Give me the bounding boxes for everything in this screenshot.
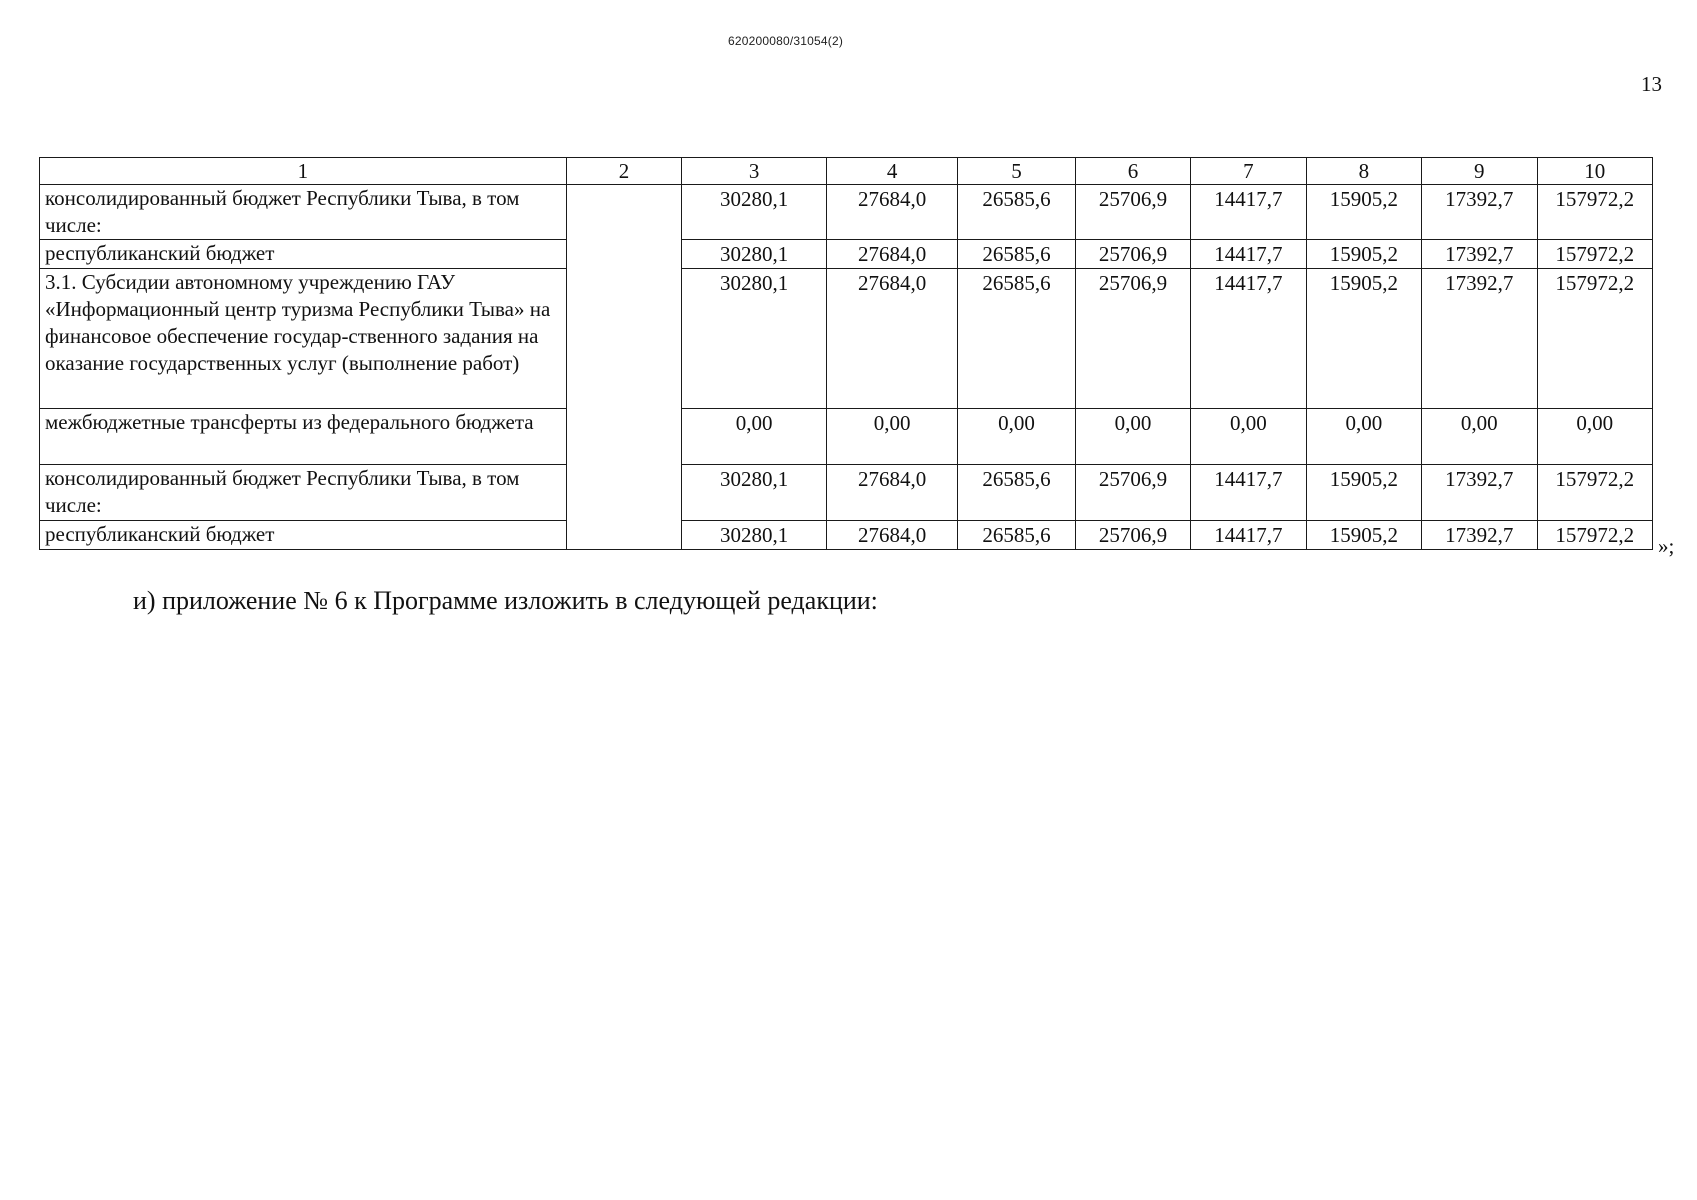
value-cell: 25706,9 [1075, 269, 1190, 409]
column-header: 3 [682, 158, 827, 185]
value-cell: 14417,7 [1191, 240, 1306, 269]
value-cell: 14417,7 [1191, 269, 1306, 409]
value-cell: 15905,2 [1306, 465, 1421, 521]
value-cell: 26585,6 [958, 465, 1076, 521]
value-cell: 0,00 [958, 409, 1076, 465]
table-row [40, 185, 1653, 240]
column-header: 10 [1537, 158, 1652, 185]
column-2-cell [566, 185, 681, 550]
value-cell: 0,00 [1306, 409, 1421, 465]
value-cell: 14417,7 [1191, 521, 1306, 550]
value-cell: 30280,1 [682, 521, 827, 550]
table-row [40, 521, 1653, 550]
value-cell: 0,00 [1191, 409, 1306, 465]
row-label: межбюджетные трансферты из федерального бюджета [40, 409, 567, 465]
value-cell: 30280,1 [682, 269, 827, 409]
table-row [40, 409, 1653, 465]
value-cell: 30280,1 [682, 185, 827, 240]
column-header: 7 [1191, 158, 1306, 185]
column-header: 6 [1075, 158, 1190, 185]
value-cell: 157972,2 [1537, 521, 1652, 550]
column-header: 2 [566, 158, 681, 185]
value-cell: 0,00 [682, 409, 827, 465]
page-number: 13 [1641, 72, 1662, 96]
table-row [40, 240, 1653, 269]
value-cell: 26585,6 [958, 521, 1076, 550]
row-label: республиканский бюджет [40, 521, 567, 550]
value-cell: 14417,7 [1191, 465, 1306, 521]
value-cell: 27684,0 [827, 521, 958, 550]
table-row [40, 465, 1653, 521]
value-cell: 30280,1 [682, 240, 827, 269]
value-cell: 14417,7 [1191, 185, 1306, 240]
instruction-paragraph: и) приложение № 6 к Программе изложить в следующей редакции: [133, 586, 878, 615]
row-label: республиканский бюджет [40, 240, 567, 269]
value-cell: 157972,2 [1537, 465, 1652, 521]
value-cell: 157972,2 [1537, 185, 1652, 240]
value-cell: 25706,9 [1075, 185, 1190, 240]
closing-quote: »; [1658, 534, 1675, 558]
value-cell: 157972,2 [1537, 240, 1652, 269]
column-header: 9 [1422, 158, 1537, 185]
column-header: 5 [958, 158, 1076, 185]
row-label: 3.1. Субсидии автономному учреждению ГАУ «Информационный центр туризма Республики Тыва» на финансовое обеспечение государ-ственного задания на оказание государственных услуг (выполнение работ) [40, 269, 567, 409]
value-cell: 17392,7 [1422, 240, 1537, 269]
row-label: консолидированный бюджет Республики Тыва, в том числе: [40, 465, 567, 521]
value-cell: 27684,0 [827, 465, 958, 521]
value-cell: 26585,6 [958, 269, 1076, 409]
value-cell: 30280,1 [682, 465, 827, 521]
value-cell: 25706,9 [1075, 465, 1190, 521]
value-cell: 15905,2 [1306, 269, 1421, 409]
value-cell: 0,00 [1075, 409, 1190, 465]
value-cell: 0,00 [1537, 409, 1652, 465]
value-cell: 27684,0 [827, 240, 958, 269]
column-header: 1 [40, 158, 567, 185]
value-cell: 26585,6 [958, 240, 1076, 269]
value-cell: 0,00 [1422, 409, 1537, 465]
value-cell: 17392,7 [1422, 521, 1537, 550]
row-label: консолидированный бюджет Республики Тыва, в том числе: [40, 185, 567, 240]
value-cell: 27684,0 [827, 269, 958, 409]
document-code: 620200080/31054(2) [728, 34, 844, 48]
value-cell: 17392,7 [1422, 185, 1537, 240]
value-cell: 17392,7 [1422, 465, 1537, 521]
value-cell: 25706,9 [1075, 521, 1190, 550]
value-cell: 15905,2 [1306, 521, 1421, 550]
table-header-row [40, 158, 1653, 185]
column-header: 8 [1306, 158, 1421, 185]
table-row [40, 269, 1653, 409]
budget-table [39, 157, 1653, 550]
value-cell: 25706,9 [1075, 240, 1190, 269]
value-cell: 17392,7 [1422, 269, 1537, 409]
value-cell: 157972,2 [1537, 269, 1652, 409]
value-cell: 15905,2 [1306, 185, 1421, 240]
value-cell: 0,00 [827, 409, 958, 465]
column-header: 4 [827, 158, 958, 185]
value-cell: 27684,0 [827, 185, 958, 240]
value-cell: 26585,6 [958, 185, 1076, 240]
value-cell: 15905,2 [1306, 240, 1421, 269]
